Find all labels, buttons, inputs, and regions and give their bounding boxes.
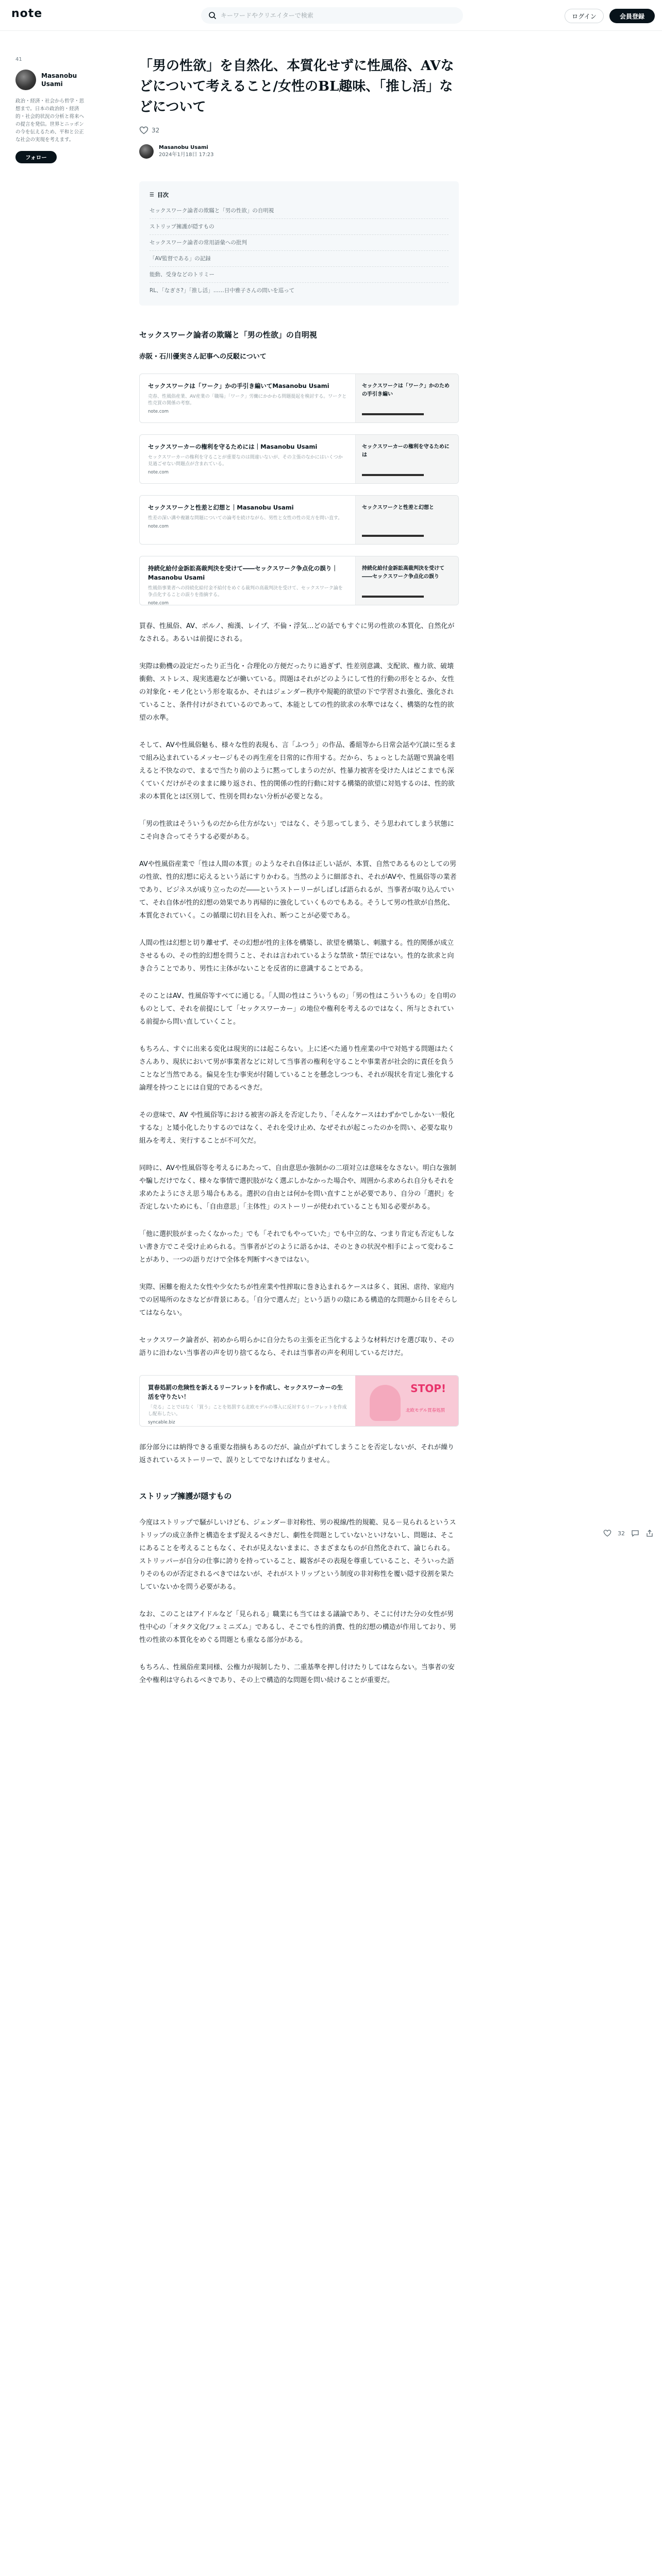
paragraph: 部分部分には納得できる重要な指摘もあるのだが、論点がずれてしまうことを否定しないが、それが繰り返されているストーリーで、誤りとしてでなければなりません。 — [139, 1444, 455, 1464]
paragraph: 「男の性欲はそういうものだから仕方がない」ではなく、そう思ってしまう、そう思われてしまう状態にこそ向き合ってそうする必要がある。 — [139, 820, 454, 841]
heart-icon[interactable] — [139, 126, 148, 135]
subsection-heading: 赤阪・石川優実さん記事への反駁について — [139, 353, 267, 361]
login-button[interactable]: ログイン — [565, 9, 604, 23]
sidebar-author-name[interactable]: Masanobu Usami — [41, 72, 77, 88]
thumbnail-title: セックスワーカーの権利を守るためには — [362, 444, 450, 458]
thumbnail-bar — [362, 413, 424, 415]
link-card-title: 持続化給付金訴訟高裁判決を受けて――セックスワーク争点化の誤り｜Masanobu Usami — [148, 565, 338, 581]
paragraph: もちろん、すぐに出来る変化は現実的には起こらない。上に述べた通り性産業の中で対処する問題はたくさんあり、現状において男が事業者などに対して当事者の権利を守ることや事業者が社会的に責任を負うことなど当然である。偏見を生む事実が付随していることを懸念しつつも、それが現状を肯定し強化する論理を持つことには自覚的であるべきだ。 — [139, 1045, 455, 1092]
rail-like-count: 32 — [618, 1530, 625, 1537]
promo-stop-subtext: 北欧モデル買春処罰 — [405, 1408, 445, 1413]
author-meta — [159, 144, 214, 159]
sidebar-count: 41 — [15, 57, 22, 62]
search-icon — [208, 11, 217, 20]
paragraph: AVや性風俗産業で「性は人間の本質」のようなそれ自体は正しい話が、本質、自然であるものとしての男の性欲、性的幻想に応えるという話にすりかわる。当然のように細部され、それがAVや、性風俗等の業者であり、ビジネスが成り立ったのだ――というストーリーがしばしば語られるが、当事者が取り込んでいて、それ自体が性的幻想の効果であり再帰的に強化していくものでもある。そうして男の性欲が自然化、本質化されていく。この循環に切れ目を入れ、断つことが必要である。 — [139, 860, 457, 920]
link-card-title: セックスワークと性差と幻想と｜Masanobu Usami — [148, 504, 294, 511]
link-card-desc: 性差の深い溝や複雑な問題についての論考を続けながら、男性と女性の性の見方を問い直す。 — [148, 516, 343, 521]
link-card-desc: 売春、性風俗産業、AV産業の「職場」「ワーク」労働にかかわる問題提起を検討する。ワークと性売買の関係の考察。 — [148, 394, 347, 406]
promo-desc: 「売る」ことではなく「買う」ことを処罰する北欧モデルの導入に反対するリーフレットを作成し配布したい。 — [148, 1405, 347, 1417]
link-card-thumbnail — [355, 496, 458, 544]
paragraph: セックスワーク論者が、初めから明らかに自分たちの主張を正当化するような材料だけを選び取り、その語りに沿わない当事者の声を切り捨てるなら、それは当事者の声を利用しているだけだ。 — [139, 1336, 454, 1357]
likes-row[interactable] — [139, 126, 459, 135]
article — [139, 56, 459, 1687]
like-count: 32 — [152, 127, 160, 134]
toc-item[interactable]: RL、「なぎさ?」「推し活」……日中雅子さんの問いを巡って — [150, 287, 295, 294]
thumbnail-bar — [362, 535, 424, 537]
paragraph: 実際は動機の設定だったり正当化・合理化の方便だったりに過ぎず、性差別意識、支配欲、権力欲、破壊衝動、ストレス、現実逃避などが働いている。問題はそれがどのようにして性的行動の形をとるか、女性の対象化・モノ化という形を取るか、それはジェンダー秩序や規範的欲望の下で学習され強化、強化されていること、条件付けがされているのであって、本能としての性的欲求の水準ではなく、構築的な性的欲望の水準。 — [139, 663, 455, 722]
list-icon: ☰ — [150, 192, 154, 198]
link-card-title: セックスワークは「ワーク」かの手引き編いてMasanobu Usami — [148, 382, 329, 389]
promo-title: 買春処罰の危険性を訴えるリーフレットを作成し、セックスワーカーの生活を守りたい！ — [148, 1384, 343, 1400]
thumbnail-title: 持続化給付金訴訟高裁判決を受けて――セックスワーク争点化の誤り — [362, 566, 444, 580]
search-input[interactable] — [221, 12, 458, 19]
page-title: 「男の性欲」を自然化、本質化せずに性風俗、AVなどについて考えること/女性のBL趣味、「推し活」などについて — [139, 58, 454, 115]
section-heading: ストリップ擁護が隠すもの — [139, 1492, 232, 1501]
paragraph: 今度はストリップで騒がしいけども、ジェンダー非対称性、男の視線/性的規範、見る－見られるというストリップの成立条件と構造をまず捉えるべきだし、劇性を問題としていないといけないし、問題は、そこにあることを考えることもなく、それが見えないままに、さまざまなものが自然化されて、論じられる。ストリッパーが自分の仕事に誇りを持っていること、観客がその表現を尊重していること、そういった語りそのものが否定されるべきではないが、それがストリップという制度の非対称性を覆い隠す役割を果たしていないかを問う必要がある。 — [139, 1519, 456, 1591]
link-card-url: note.com — [148, 470, 169, 475]
paragraph: そして、AVや性風俗魅も、様々な性的表現も、言「ふつう」の作品、番組等から日常会話や冗談に至るまで組み込まれているメッセージもその再生産を日常的に作用する。だから、ちょっとした話題で異論を唱えると不快なので、まるで当たり前のように黙ってしまうのだが、性暴力被害を受けた人はどこまでも深くていくだけがそのままに繰り返され、性的関係の性的行動に対する構築的欲望に対処するのは、性的欲求の本質化とは区別して、性別を問わない分析が必要となる。 — [139, 741, 456, 801]
action-rail — [603, 1529, 654, 1537]
link-card-url: note.com — [148, 524, 169, 529]
thumbnail-title: セックスワークと性差と幻想と — [362, 505, 434, 511]
link-card-url: note.com — [148, 409, 169, 414]
table-of-contents — [139, 181, 459, 306]
avatar[interactable] — [15, 70, 36, 90]
author-avatar[interactable] — [139, 144, 154, 159]
paragraph: そのことはAV、性風俗等すべてに通じる。「人間の性はこういうもの」「男の性はこういうもの」を自明のものとして、それを前提にして「セックスワーカー」の地位や権利を考えるのではなく、所与とされている前提から問い直していくこと。 — [139, 992, 456, 1026]
link-card-thumbnail — [355, 374, 458, 422]
section-heading: セックスワーク論者の欺瞞と「男の性欲」の自明視 — [139, 330, 317, 340]
heart-icon[interactable] — [603, 1529, 611, 1537]
promo-thumbnail — [355, 1376, 458, 1426]
signup-button[interactable]: 会員登録 — [609, 9, 655, 23]
link-card[interactable] — [139, 495, 459, 545]
fist-icon — [370, 1385, 401, 1421]
follow-button[interactable] — [15, 151, 57, 163]
link-card[interactable] — [139, 434, 459, 484]
link-card-desc: 性風俗事業者への持続化給付金不給付をめぐる裁判の高裁判決を受けて、セックスワーク論を争点化することの誤りを指摘する。 — [148, 586, 343, 598]
link-card-url: note.com — [148, 601, 169, 605]
comment-icon[interactable] — [631, 1529, 639, 1537]
author-sidebar — [15, 57, 88, 163]
toc-heading-label: 目次 — [157, 192, 169, 198]
toc-item[interactable]: 能動、受身などのトリミー — [150, 267, 449, 283]
link-card[interactable] — [139, 374, 459, 423]
author-name[interactable]: Masanobu Usami — [159, 145, 208, 150]
link-card-thumbnail — [355, 435, 458, 483]
paragraph: なお、このことはアイドルなど「見られる」職業にも当てはまる議論であり、そこに付けた分の女性が男性中心の「オタク文化/フェミニズム」であるし、そこでも性的消費、性的幻想の構造が作用しており、男性の性欲の本質化をめぐる問題とも重なる部分がある。 — [139, 1611, 456, 1644]
promo-card[interactable] — [139, 1375, 459, 1427]
author-row[interactable] — [139, 144, 459, 159]
follow-label: フォロー — [25, 154, 47, 161]
paragraph: その意味で、AV や性風俗等における被害の訴えを否定したり、「そんなケースはわずかでしかない一般化するな」と矮小化したりするのではなく、それを受け止め、なぜそれが起こったのかを問い、必要な取り組みを考え、実行することが不可欠だ。 — [139, 1111, 455, 1145]
toc-item[interactable]: セックスワーク論者の欺瞞と「男の性欲」の自明視 — [150, 203, 449, 219]
paragraph: 同時に、AVや性風俗等を考えるにあたって、自由意思か強制かの二項対立は意味をなさない。明白な強制や騙しだけでなく、様々な事情で選択肢がなく選ぶしかなかった場合や、周囲から求められ自分もそれを求めたようにさえ思う場合もある。選択の自由とは何かを問い直すことが必要であり、自分の「選択」を否定しないためにも、「自由意思」「主体性」のストーリーが使われていることも知る必要がある。 — [139, 1164, 456, 1211]
link-card-thumbnail — [355, 556, 458, 605]
share-icon[interactable] — [646, 1529, 654, 1537]
link-card-title: セックスワーカーの権利を守るためには｜Masanobu Usami — [148, 443, 318, 450]
promo-url: syncable.biz — [148, 1420, 175, 1425]
note-logo[interactable]: note — [11, 7, 43, 20]
sidebar-bio: 政治・経済・社会から哲学・思想まで。日本の政治的・経済的・社会的状況の分析と将来への提言を発信。世界とニッポンの今を伝えるため、平和と公正な社会の実現を考えます。 — [15, 98, 85, 143]
sidebar-author[interactable] — [15, 70, 88, 90]
toc-heading[interactable] — [150, 191, 449, 199]
toc-item[interactable]: 「AV監督である」の記録 — [150, 251, 449, 267]
top-header — [0, 0, 662, 31]
paragraph: 実際、困難を抱えた女性や少女たちが性産業や性搾取に巻き込まれるケースは多く、貧困、虐待、家庭内での居場所のなさなどが背景にある。「自分で選んだ」という語りの陰にある構造的な問題から目をそらしてはならない。 — [139, 1283, 458, 1317]
post-date: 2024年1月18日 17:23 — [159, 152, 214, 158]
toc-item[interactable]: ストリップ擁護が隠すもの — [150, 219, 449, 235]
link-card-desc: セックスワーカーの権利を守ることが重要なのは間違いないが、その主張のなかにはいくつか見過ごせない問題点が含まれている。 — [148, 455, 343, 467]
thumbnail-bar — [362, 474, 424, 476]
paragraph: 人間の性は幻想と切り離せず、その幻想が性的主体を構築し、欲望を構築し、刺激する。性的関係が成立させるもの、その性的幻想を問うこと、それは言われているような禁欲・禁圧ではない。性的な欲求と向き合うことであり、男性に主体がないことを反省的に意識することである。 — [139, 939, 454, 973]
promo-stop-text: STOP! — [410, 1382, 446, 1395]
toc-item[interactable]: セックスワーク論者の常用語彙への批判 — [150, 235, 449, 251]
search-bar[interactable] — [201, 7, 463, 24]
link-card[interactable] — [139, 556, 459, 605]
thumbnail-title: セックスワークは「ワーク」かのための手引き編い — [362, 383, 450, 397]
paragraph: 買春、性風俗、AV、ポルノ、痴漢、レイプ、不倫・浮気…どの話でもすぐに男の性欲の本質化、自然化がなされる。あるいは前提にされる。 — [139, 622, 455, 643]
paragraph: もちろん、性風俗産業同様、公権力が規制したり、二重基準を押し付けたりしてはならない。当事者の安全や権利は守られるべきであり、その上で構造的な問題を問い続けることが重要だ。 — [139, 1664, 455, 1684]
paragraph: 「他に選択肢がまったくなかった」でも「それでもやっていた」でも中立的な、つまり肯定も否定もしない書き方でこそ受け止められる。当事者がどのように語るかは、そのときの状況や相手によって変わることがあり、一つの語りだけで全体を判断すべきではない。 — [139, 1230, 455, 1264]
thumbnail-bar — [362, 596, 424, 598]
